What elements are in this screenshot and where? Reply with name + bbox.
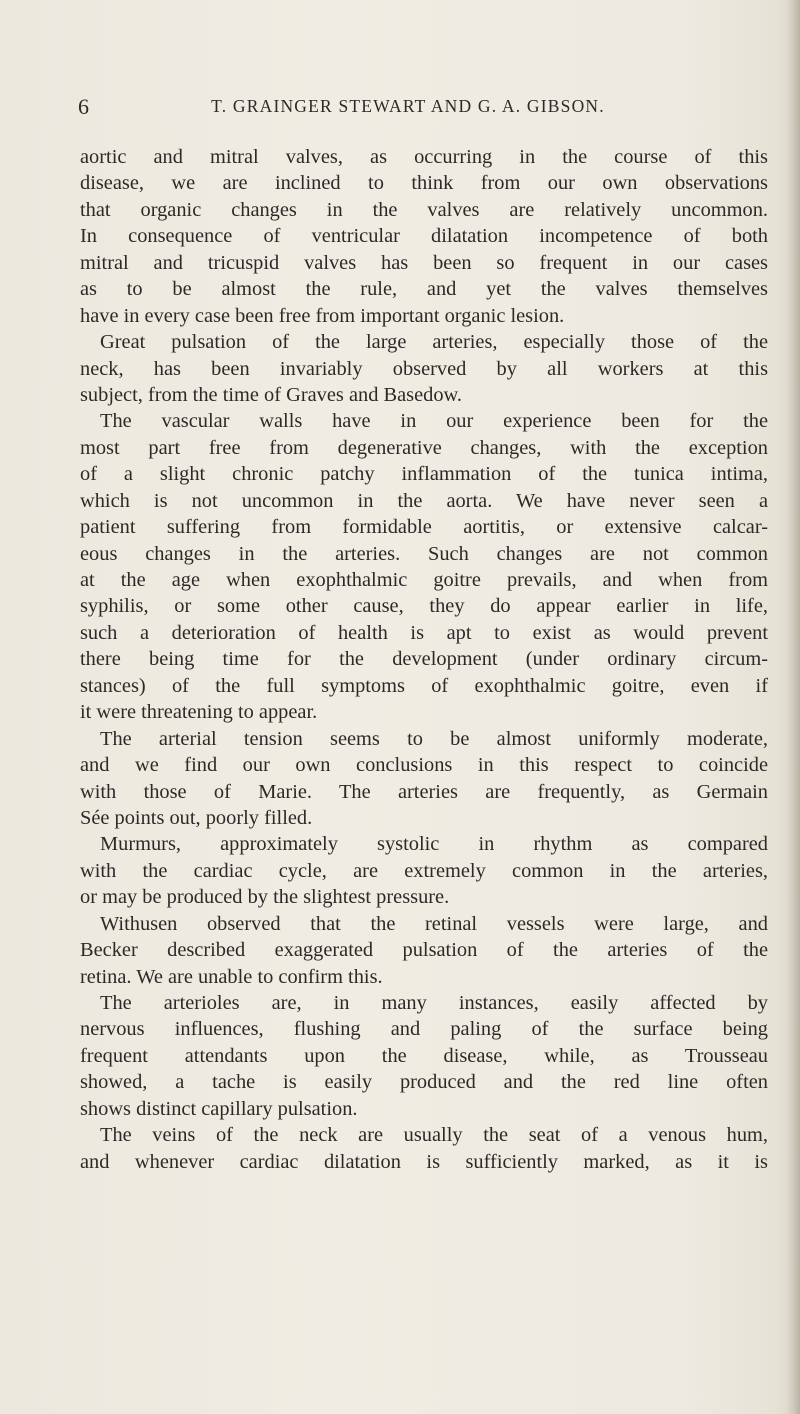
text-line: as to be almost the rule, and yet the valves themselves xyxy=(80,278,768,301)
text-line: In consequence of ventricular dilatation incompetence of both xyxy=(80,225,768,248)
page-edge-shadow xyxy=(786,0,800,1414)
page-number: 6 xyxy=(78,94,90,119)
body-text xyxy=(80,144,768,1175)
text-line: disease, we are inclined to think from our own observations xyxy=(80,172,768,195)
paragraph-start-line: The veins of the neck are usually the seat of a venous hum, xyxy=(100,1124,768,1147)
text-line: such a deterioration of health is apt to exist as would prevent xyxy=(80,621,768,644)
text-line: subject, from the time of Graves and Basedow. xyxy=(80,383,463,406)
text-line: at the age when exophthalmic goitre prevails, and when from xyxy=(80,569,768,591)
text-line: syphilis, or some other cause, they do appear earlier in life, xyxy=(80,595,768,618)
text-line: patient suffering from formidable aortitis, or extensive calcar- xyxy=(80,516,768,539)
paragraph-start-line: The arterial tension seems to be almost uniformly moderate, xyxy=(100,727,768,750)
text-line: showed, a tache is easily produced and the red line often xyxy=(80,1071,768,1094)
paragraph-start-line: Murmurs, approximately systolic in rhythm as compared xyxy=(100,833,768,856)
text-line: there being time for the development (under ordinary circum- xyxy=(80,648,768,671)
text-line: Becker described exaggerated pulsation of the arteries of the xyxy=(80,939,768,962)
text-line: with those of Marie. The arteries are frequently, as Germain xyxy=(80,780,768,803)
paragraph-start-line: Great pulsation of the large arteries, especially those of the xyxy=(100,331,768,354)
text-line: with the cardiac cycle, are extremely common in the arteries, xyxy=(80,859,768,882)
paragraph-start-line: Withusen observed that the retinal vessels were large, and xyxy=(100,912,768,935)
text-line: and we find our own conclusions in this respect to coincide xyxy=(80,754,768,777)
text-line: stances) of the full symptoms of exophthalmic goitre, even if xyxy=(80,674,768,697)
page-header xyxy=(78,94,738,124)
text-line: have in every case been free from important organic lesion. xyxy=(80,304,565,327)
paragraph-start-line: The arterioles are, in many instances, easily affected by xyxy=(100,992,768,1014)
running-head: T. GRAINGER STEWART AND G. A. GIBSON. xyxy=(211,96,605,116)
text-line: which is not uncommon in the aorta. We have never seen a xyxy=(80,489,768,512)
text-line: eous changes in the arteries. Such changes are not common xyxy=(80,542,768,565)
text-line: aortic and mitral valves, as occurring in the course of this xyxy=(80,146,768,168)
text-line: that organic changes in the valves are relatively uncommon. xyxy=(80,198,768,221)
text-line: or may be produced by the slightest pressure. xyxy=(80,886,450,909)
text-line: it were threatening to appear. xyxy=(80,701,318,724)
text-line: shows distinct capillary pulsation. xyxy=(80,1097,358,1120)
text-line: most part free from degenerative changes, with the exception xyxy=(80,436,768,459)
text-line: nervous influences, flushing and paling of the surface being xyxy=(80,1018,768,1041)
text-line: mitral and tricuspid valves has been so frequent in our cases xyxy=(80,251,768,274)
text-line: frequent attendants upon the disease, while, as Trousseau xyxy=(80,1044,768,1067)
text-line: retina. We are unable to confirm this. xyxy=(80,965,383,988)
text-line: neck, has been invariably observed by all workers at this xyxy=(80,357,768,380)
text-line: and whenever cardiac dilatation is sufficiently marked, as it is xyxy=(80,1150,768,1173)
text-line: Sée points out, poorly filled. xyxy=(80,806,313,829)
paragraph-start-line: The vascular walls have in our experience been for the xyxy=(100,410,768,433)
text-line: of a slight chronic patchy inflammation of the tunica intima, xyxy=(80,463,768,486)
